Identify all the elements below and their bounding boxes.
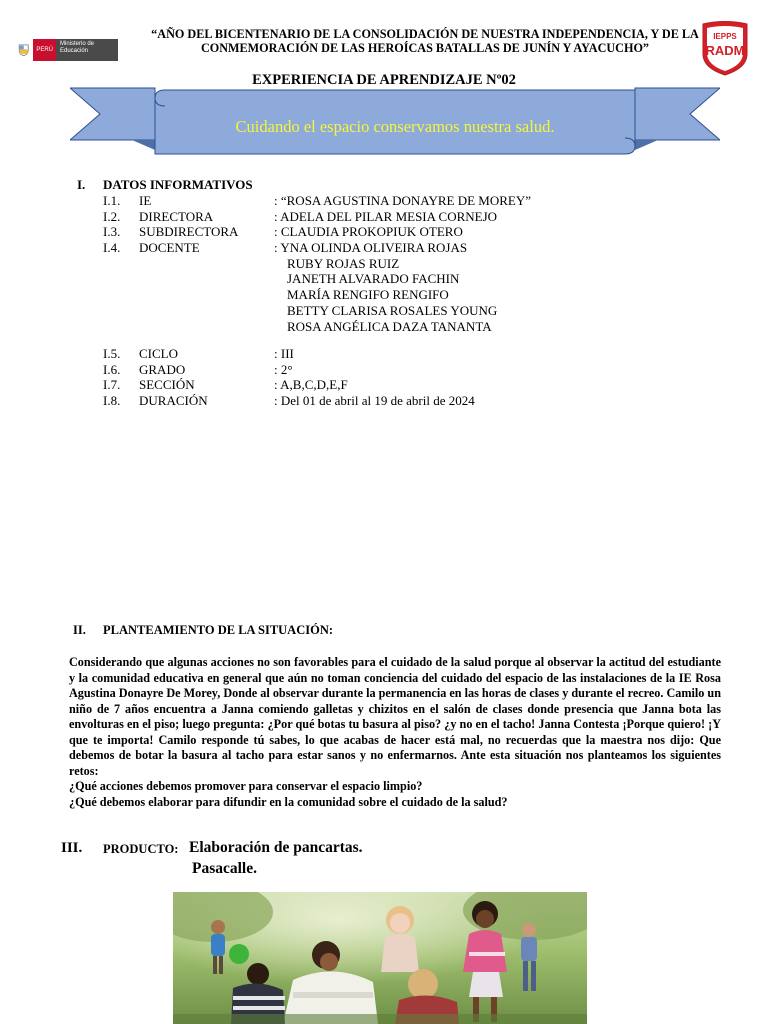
teacher-name: ROSA ANGÉLICA DAZA TANANTA <box>287 319 492 334</box>
situation-text <box>69 655 721 810</box>
teacher-name: BETTY CLARISA ROSALES YOUNG <box>287 303 498 318</box>
teacher-name: RUBY ROJAS RUIZ <box>287 256 400 271</box>
section-1-title: DATOS INFORMATIVOS <box>103 177 253 192</box>
children-playing-photo <box>173 892 587 1024</box>
ministry-label: Ministerio de Educación <box>56 39 118 61</box>
info-row-number: I.7. <box>103 377 121 392</box>
section-3-number: III. <box>61 840 83 856</box>
info-row-value: : Del 01 de abril al 19 de abril de 2024 <box>274 393 475 408</box>
info-row-number: I.3. <box>103 224 121 239</box>
info-row-label: GRADO <box>139 362 186 377</box>
challenge-question-1: ¿Qué acciones debemos promover para conservar el espacio limpio? <box>69 779 423 793</box>
info-row-value: : A,B,C,D,E,F <box>274 377 348 392</box>
ministry-logo <box>18 35 118 65</box>
info-row-label: IE <box>139 193 152 208</box>
info-row-label: SECCIÓN <box>139 377 195 392</box>
ministry-banner <box>33 39 118 61</box>
product-item-1: Elaboración de pancartas. <box>189 839 363 856</box>
banner-title: Cuidando el espacio conservamos nuestra salud. <box>235 117 555 136</box>
section-1-number: I. <box>77 177 86 192</box>
teacher-name: MARÍA RENGIFO RENGIFO <box>287 287 449 302</box>
school-shield-logo <box>700 20 750 76</box>
section-2-number: II. <box>73 623 86 637</box>
header-motto <box>150 27 700 55</box>
info-row-value: : YNA OLINDA OLIVEIRA ROJAS <box>274 240 468 255</box>
product-item-2: Pasacalle. <box>192 860 257 877</box>
motto-line-1: “AÑO DEL BICENTENARIO DE LA CONSOLIDACIÓN DE NUESTRA INDEPENDENCIA, Y DE LA <box>151 27 699 41</box>
info-row-number: I.4. <box>103 240 121 255</box>
info-row-label: DOCENTE <box>139 240 200 255</box>
section-2-title: PLANTEAMIENTO DE LA SITUACIÓN: <box>103 623 334 637</box>
info-row-number: I.6. <box>103 362 121 377</box>
info-row-label: DURACIÓN <box>139 393 208 408</box>
section-3-label: PRODUCTO: <box>103 842 179 856</box>
info-row-value: : ADELA DEL PILAR MESIA CORNEJO <box>274 209 498 224</box>
info-row-number: I.2. <box>103 209 121 224</box>
info-row-value: : “ROSA AGUSTINA DONAYRE DE MOREY” <box>274 193 532 208</box>
school-logo-name: RADM <box>705 43 745 58</box>
info-row-value: : 2° <box>274 362 293 377</box>
challenge-question-2: ¿Qué debemos elaborar para difundir en la comunidad sobre el cuidado de la salud? <box>69 794 508 809</box>
teacher-name: JANETH ALVARADO FACHIN <box>287 271 460 286</box>
peru-label: PERÚ <box>33 39 56 61</box>
info-row-value: : III <box>274 346 294 361</box>
info-row-number: I.5. <box>103 346 121 361</box>
info-row-value: : CLAUDIA PROKOPIUK OTERO <box>274 224 463 239</box>
peru-coat-of-arms-icon <box>18 39 29 61</box>
info-row-number: I.8. <box>103 393 121 408</box>
situation-paragraph: Considerando que algunas acciones no son favorables para el cuidado de la salud porque al observar la actitud del estudiante y la comunidad educativa en general que aún no toman conciencia del cuidado del espacio de las instalaciones de la IE Rosa Agustina Donayre De Morey, Donde al observar durante la permanencia en las horas de clases y durante el recreo. Camilo un niño de 7 años encuentra a Janna comiendo galletas y chizitos en el salón de clases donde presencia que Janna bota las envolturas en el piso; luego pregunta: ¿Por qué botas tu basura al piso? ¿y no en el tacho! Janna Contesta ¡Porque quiero! ¡Y que te importa! Camilo responde tú sabes, lo que acabas de hacer está mal, no recuerdas que la maestra nos dijo: Que debemos de botar la basura al tacho para estar sanos y no enfermarnos. Ante esta situación nos planteamos los siguientes retos: <box>69 655 721 778</box>
info-row-label: SUBDIRECTORA <box>139 224 239 239</box>
school-logo-top: IEPPS <box>713 32 737 41</box>
info-row-label: CICLO <box>139 346 178 361</box>
info-row-number: I.1. <box>103 193 121 208</box>
experience-title: EXPERIENCIA DE APRENDIZAJE Nº02 <box>252 72 516 88</box>
motto-line-2: CONMEMORACIÓN DE LAS HEROÍCAS BATALLAS DE JUNÍN Y AYACUCHO” <box>200 41 650 55</box>
info-row-label: DIRECTORA <box>139 209 214 224</box>
